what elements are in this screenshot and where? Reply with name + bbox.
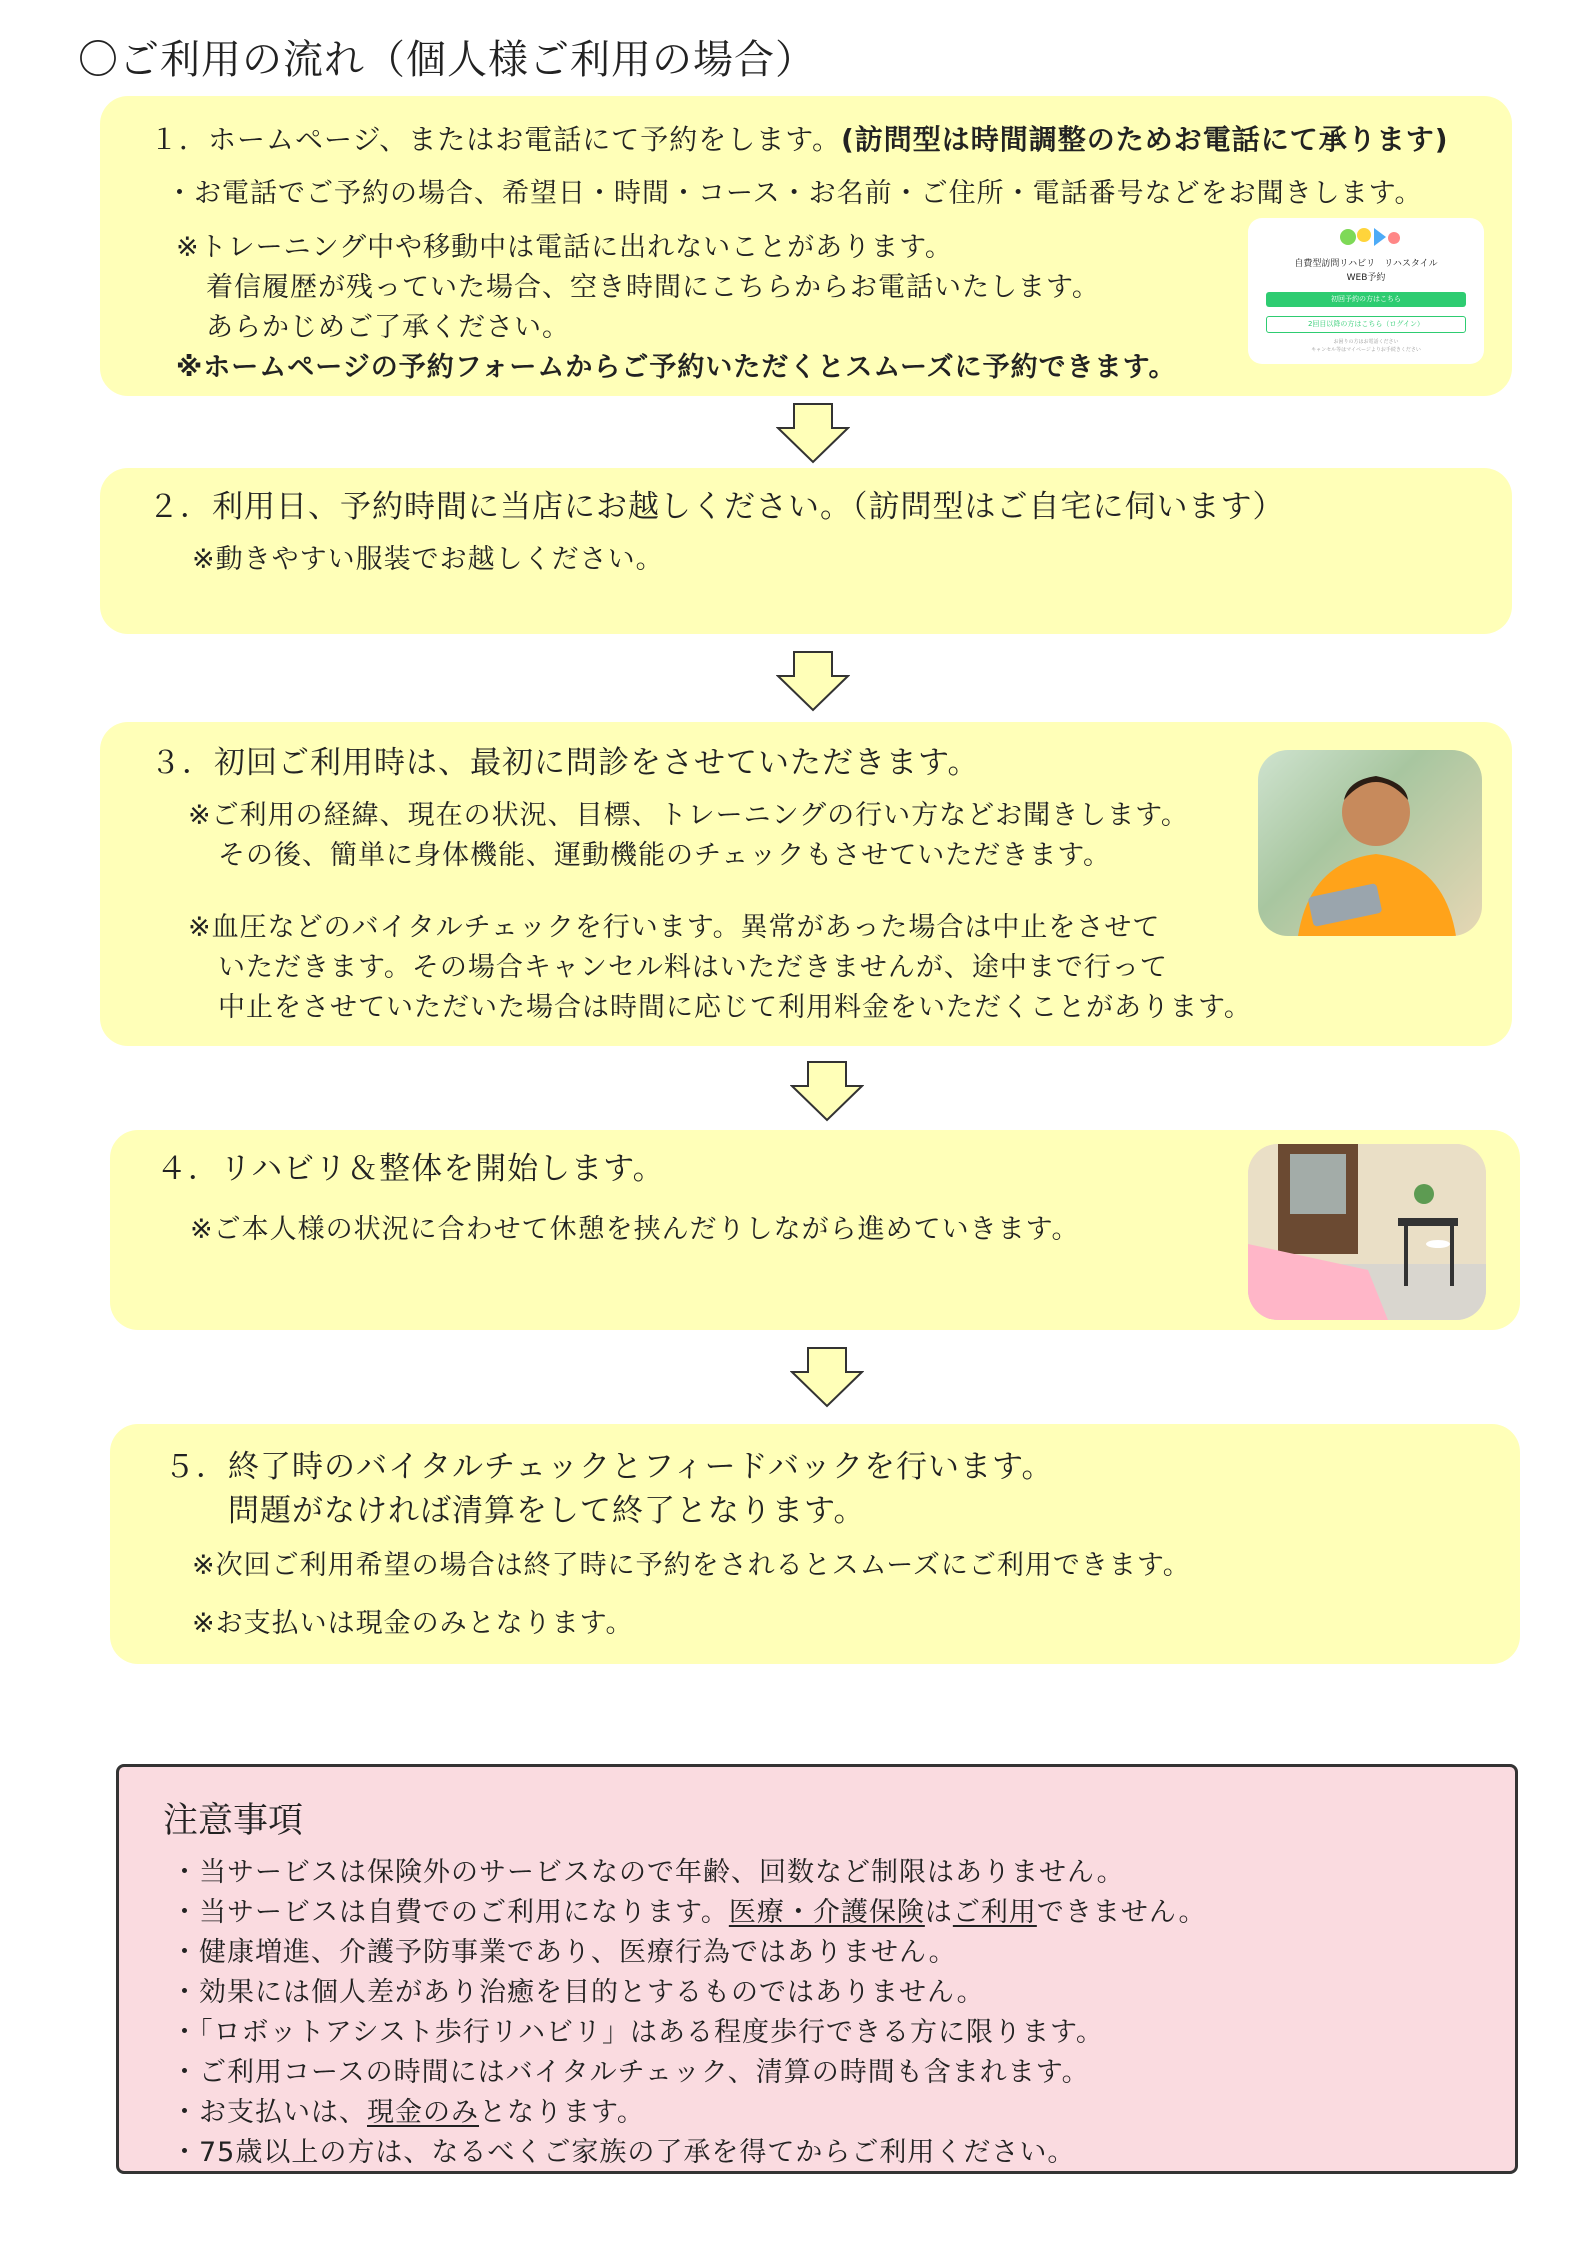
step-3-line-5: 中止をさせていただいた場合は時間に応じて利用料金をいただくことがあります。 bbox=[218, 992, 1252, 1023]
notice-item-5: ・「ロボットアシスト歩行リハビリ」はある程度歩行できる方に限ります。 bbox=[171, 2017, 1104, 2048]
notice-item-7-underline: 現金のみ bbox=[367, 2097, 479, 2128]
down-arrow-icon bbox=[790, 1346, 864, 1408]
step-3-card bbox=[100, 722, 1512, 1046]
down-arrow-icon bbox=[790, 1060, 864, 1122]
down-arrow-icon bbox=[776, 650, 850, 712]
room-photo bbox=[1248, 1144, 1486, 1320]
step-1-heading-bold: (訪問型は時間調整のためお電話にて承ります) bbox=[840, 123, 1449, 156]
web-reservation-widget bbox=[1248, 218, 1484, 364]
widget-note-2: キャンセル等はマイページよりお手続きください bbox=[1311, 347, 1421, 353]
notice-item-8: ・75歳以上の方は、なるべくご家族の了承を得てからご利用ください。 bbox=[171, 2137, 1076, 2168]
step-1-heading-text: １．ホームページ、またはお電話にて予約をします。 bbox=[150, 123, 841, 156]
step-1-line-2: ※トレーニング中や移動中は電話に出れないことがあります。 bbox=[176, 232, 953, 263]
widget-note-1: お困りの方はお電話ください bbox=[1333, 339, 1399, 345]
step-3-heading: ３．初回ご利用時は、最初に問診をさせていただきます。 bbox=[150, 745, 980, 781]
notice-title: 注意事項 bbox=[163, 1801, 304, 1841]
notice-box bbox=[116, 1764, 1518, 2174]
step-3-line-2: その後、簡単に身体機能、運動機能のチェックもさせていただきます。 bbox=[218, 840, 1112, 871]
step-3-line-3: ※血圧などのバイタルチェックを行います。異常があった場合は中止をさせて bbox=[188, 912, 1161, 943]
step-1-line-3: 着信履歴が残っていた場合、空き時間にこちらからお電話いたします。 bbox=[206, 272, 1100, 303]
step-5-line-1: ※次回ご利用希望の場合は終了時に予約をされるとスムーズにご利用できます。 bbox=[192, 1550, 1191, 1581]
step-5-heading-1: ５．終了時のバイタルチェックとフィードバックを行います。 bbox=[164, 1449, 1054, 1485]
step-1-line-4: あらかじめご了承ください。 bbox=[206, 312, 570, 343]
step-1-card bbox=[100, 96, 1512, 396]
step-4-line-1: ※ご本人様の状況に合わせて休憩を挟んだりしながら進めていきます。 bbox=[190, 1214, 1080, 1245]
step-4-heading: ４．リハビリ＆整体を開始します。 bbox=[156, 1151, 665, 1187]
step-5-card bbox=[110, 1424, 1520, 1664]
notice-item-2-underline-1: 医療・介護保険 bbox=[728, 1897, 925, 1928]
step-3-line-1: ※ご利用の経緯、現在の状況、目標、トレーニングの行い方などお聞きします。 bbox=[188, 800, 1189, 831]
notice-item-6: ・ご利用コースの時間にはバイタルチェック、清算の時間も含まれます。 bbox=[171, 2057, 1090, 2088]
step-3-line-4: いただきます。その場合キャンセル料はいただきませんが、途中まで行って bbox=[218, 952, 1168, 983]
step-5-line-2: ※お支払いは現金のみとなります。 bbox=[192, 1608, 634, 1639]
step-2-line-1: ※動きやすい服装でお越しください。 bbox=[192, 544, 664, 575]
step-1-line-5: ※ホームページの予約フォームからご予約いただくとスムーズに予約できます。 bbox=[176, 352, 1177, 383]
step-5-heading-2: 問題がなければ清算をして終了となります。 bbox=[228, 1493, 866, 1529]
notice-item-4: ・効果には個人差があり治癒を目的とするものではありません。 bbox=[171, 1977, 985, 2008]
step-1-line-1: ・お電話でご予約の場合、希望日・時間・コース・お名前・ご住所・電話番号などをお聞きします。 bbox=[166, 178, 1423, 209]
staff-photo bbox=[1258, 750, 1482, 936]
step-4-card bbox=[110, 1130, 1520, 1330]
widget-title-1: 自費型訪問リハビリ リハスタイル bbox=[1294, 259, 1438, 269]
notice-item-3: ・健康増進、介護予防事業であり、医療行為ではありません。 bbox=[171, 1937, 957, 1968]
notice-item-2 bbox=[171, 1899, 1206, 1926]
step-1-heading bbox=[150, 123, 1449, 156]
logo-icon bbox=[1334, 224, 1404, 250]
first-reservation-button[interactable]: 初回予約の方はこちら bbox=[1266, 292, 1466, 307]
notice-item-2-underline-2: ご利用 bbox=[952, 1897, 1037, 1928]
step-2-heading: ２．利用日、予約時間に当店にお越しください。（訪問型はご自宅に伺います） bbox=[148, 489, 1285, 525]
notice-item-7-post: となります。 bbox=[479, 2097, 645, 2128]
step-2-card bbox=[100, 468, 1512, 634]
login-button[interactable]: 2回目以降の方はこちら（ログイン） bbox=[1266, 316, 1466, 333]
page-title: 〇ご利用の流れ（個人様ご利用の場合） bbox=[78, 37, 816, 83]
notice-item-7-pre: ・お支払いは、 bbox=[171, 2097, 367, 2128]
down-arrow-icon bbox=[776, 402, 850, 464]
widget-title-2: WEB予約 bbox=[1346, 273, 1386, 283]
notice-item-2-mid: は bbox=[924, 1897, 953, 1928]
notice-item-1: ・当サービスは保険外のサービスなので年齢、回数など制限はありません。 bbox=[171, 1857, 1125, 1888]
notice-item-2-post: できません。 bbox=[1036, 1897, 1207, 1928]
notice-item-2-pre: ・当サービスは自費でのご利用になります。 bbox=[171, 1897, 729, 1928]
notice-item-7 bbox=[171, 2099, 645, 2126]
